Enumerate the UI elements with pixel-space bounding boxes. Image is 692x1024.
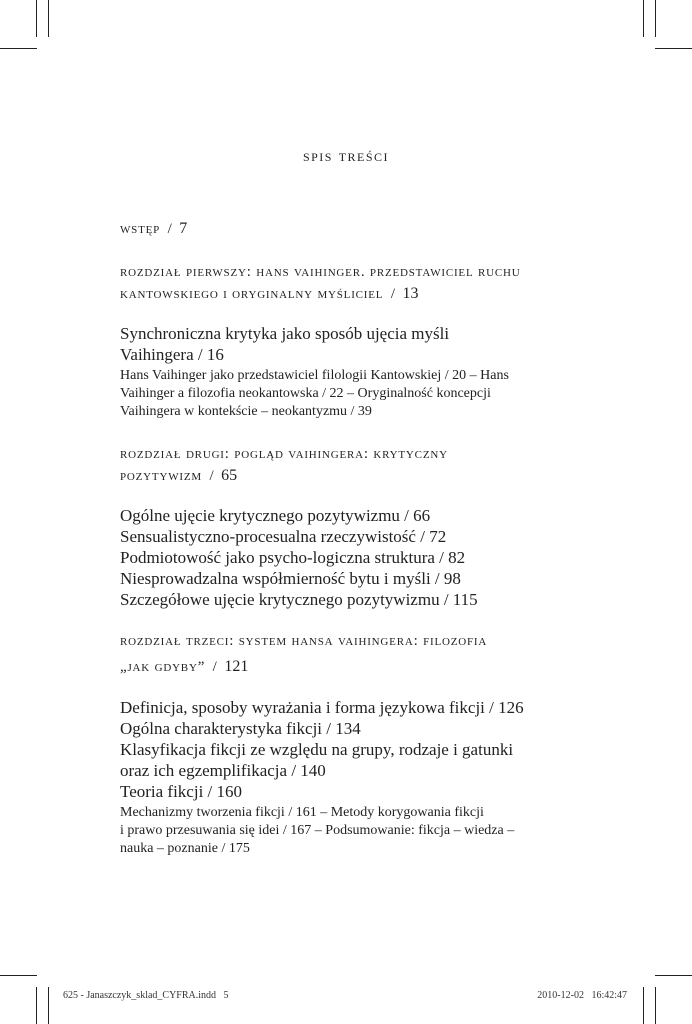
page-title: spis treści — [302, 146, 390, 165]
toc-chapter-2-sections[interactable] — [120, 505, 580, 610]
separator: / — [201, 468, 222, 484]
separator: / — [160, 221, 180, 237]
crop-mark — [655, 987, 656, 1024]
toc-chapter-1[interactable] — [120, 261, 580, 305]
chapter-1-title-line-2: kantowskiego i oryginalny myśliciel — [120, 286, 384, 302]
chapter-2-title-line-2: pozytywizm — [120, 468, 202, 484]
section-line[interactable]: Klasyfikacja fikcji ze względu na grupy, rodzaje i gatunki — [120, 740, 514, 759]
section-line[interactable]: oraz ich egzemplifikacja / 140 — [120, 761, 326, 780]
chapter-3-page: 121 — [224, 658, 249, 675]
toc-chapter-1-subsections — [120, 367, 580, 421]
section-line[interactable]: Sensualistyczno-procesualna rzeczywistość / 72 — [120, 527, 447, 546]
toc-chapter-2[interactable] — [120, 443, 580, 487]
subsection-line: Vaihinger a filozofia neokantowska / 22 – Oryginalność koncepcji — [120, 386, 491, 401]
crop-mark — [655, 48, 692, 49]
section-line[interactable]: Niesprowadzalna współmierność bytu i myśli / 98 — [120, 569, 461, 588]
intro-page: 7 — [179, 220, 188, 237]
crop-mark — [655, 975, 692, 976]
chapter-3-title-line-1: rozdział trzeci: system hansa vaihingera: filozofia — [120, 633, 488, 649]
separator: / — [205, 659, 225, 675]
crop-mark — [48, 987, 49, 1024]
crop-mark — [36, 0, 37, 37]
section-line[interactable]: Ogólne ujęcie krytycznego pozytywizmu / 66 — [120, 506, 431, 525]
footer-file: 625 - Janaszczyk_sklad_CYFRA.indd 5 — [63, 990, 229, 1001]
footer-date: 2010-12-02 16:42:47 — [537, 990, 627, 1001]
chapter-2-page: 65 — [221, 467, 238, 484]
crop-mark — [36, 987, 37, 1024]
subsection-line: Hans Vaihinger jako przedstawiciel filologii Kantowskiej / 20 – Hans — [120, 368, 509, 383]
subsection-line: nauka – poznanie / 175 — [120, 841, 250, 856]
crop-mark — [0, 975, 37, 976]
toc-chapter-3[interactable] — [120, 630, 580, 678]
section-line[interactable]: Szczegółowe ujęcie krytycznego pozytywizmu / 115 — [120, 590, 478, 609]
section-line: Vaihingera / 16 — [120, 345, 224, 364]
toc-chapter-1-section[interactable] — [120, 323, 580, 365]
separator: / — [383, 286, 403, 302]
crop-mark — [643, 0, 644, 37]
chapter-2-title-line-1: rozdział drugi: pogląd vaihingera: krytyczny — [120, 446, 448, 462]
section-line[interactable]: Definicja, sposoby wyrażania i forma językowa fikcji / 126 — [120, 698, 524, 717]
section-line[interactable]: Podmiotowość jako psycho-logiczna struktura / 82 — [120, 548, 466, 567]
chapter-1-title-line-1: rozdział pierwszy: hans vaihinger. przedstawiciel ruchu — [120, 264, 521, 280]
section-line[interactable]: Ogólna charakterystyka fikcji / 134 — [120, 719, 361, 738]
toc-chapter-3-sections[interactable] — [120, 697, 580, 802]
subsection-line: i prawo przesuwania się idei / 167 – Podsumowanie: fikcja – wiedza – — [120, 823, 515, 838]
subsection-line: Vaihingera w kontekście – neokantyzmu / 39 — [120, 404, 372, 419]
subsection-line: Mechanizmy tworzenia fikcji / 161 – Metody korygowania fikcji — [120, 805, 484, 820]
crop-mark — [0, 48, 37, 49]
intro-label: wstęp — [120, 221, 161, 237]
crop-mark — [655, 0, 656, 37]
chapter-3-title-line-2: „jak gdyby” — [120, 659, 206, 675]
crop-mark — [643, 987, 644, 1024]
chapter-1-page: 13 — [402, 285, 419, 302]
toc-intro[interactable] — [120, 218, 580, 240]
toc-chapter-3-subsections — [120, 804, 580, 858]
crop-mark — [48, 0, 49, 37]
section-line[interactable]: Teoria fikcji / 160 — [120, 782, 243, 801]
section-line: Synchroniczna krytyka jako sposób ujęcia myśli — [120, 324, 450, 343]
